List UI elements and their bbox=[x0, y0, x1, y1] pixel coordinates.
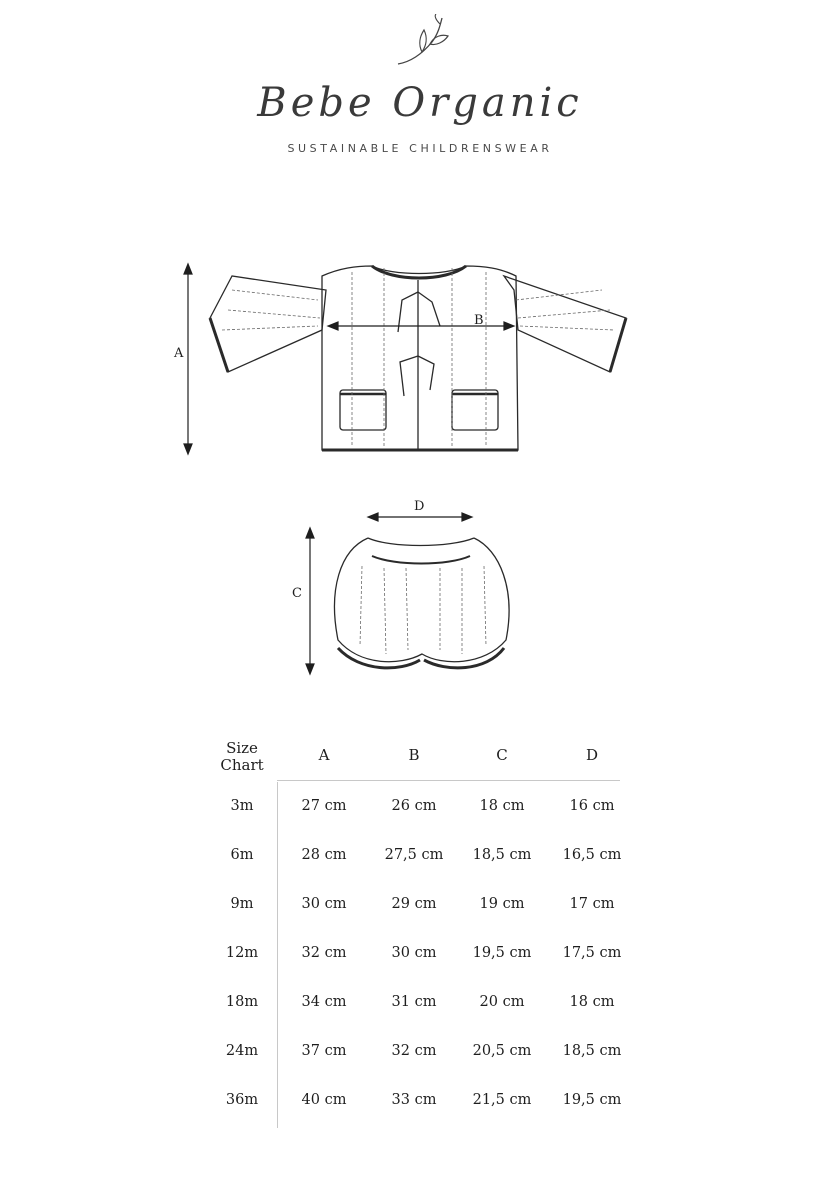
column-header-a: A bbox=[318, 746, 330, 764]
bloomers-dim-d-label: D bbox=[414, 499, 425, 514]
size-chart-corner-label bbox=[210, 740, 274, 774]
table-row bbox=[200, 945, 630, 975]
value-cell: 32 cm bbox=[301, 945, 347, 961]
table-row bbox=[200, 798, 630, 828]
size-cell: 24m bbox=[225, 1043, 259, 1059]
value-cell: 20 cm bbox=[479, 994, 525, 1010]
size-chart-corner-line2: Chart bbox=[220, 756, 264, 774]
value-cell: 18,5 cm bbox=[472, 847, 532, 863]
value-cell: 31 cm bbox=[391, 994, 437, 1010]
value-cell: 18 cm bbox=[479, 798, 525, 814]
size-chart-table bbox=[200, 734, 630, 1134]
value-cell: 37 cm bbox=[301, 1043, 347, 1059]
value-cell: 16,5 cm bbox=[562, 847, 622, 863]
size-cell: 18m bbox=[225, 994, 259, 1010]
table-row bbox=[200, 896, 630, 926]
size-chart-corner-line1: Size bbox=[226, 739, 258, 757]
column-header-c: C bbox=[496, 746, 508, 764]
size-cell: 12m bbox=[225, 945, 259, 961]
value-cell: 17,5 cm bbox=[562, 945, 622, 961]
value-cell: 21,5 cm bbox=[472, 1092, 532, 1108]
size-cell: 6m bbox=[230, 847, 254, 863]
jacket-dim-a-label: A bbox=[174, 346, 184, 361]
size-cell: 3m bbox=[230, 798, 254, 814]
value-cell: 19,5 cm bbox=[472, 945, 532, 961]
value-cell: 20,5 cm bbox=[472, 1043, 532, 1059]
table-row bbox=[200, 847, 630, 877]
jacket-dim-b-label: B bbox=[474, 313, 484, 328]
value-cell: 19 cm bbox=[479, 896, 525, 912]
value-cell: 27,5 cm bbox=[384, 847, 444, 863]
column-header-b: B bbox=[408, 746, 420, 764]
value-cell: 34 cm bbox=[301, 994, 347, 1010]
value-cell: 26 cm bbox=[391, 798, 437, 814]
size-cell: 9m bbox=[230, 896, 254, 912]
brand-name: Bebe Organic bbox=[257, 80, 583, 126]
column-header-d: D bbox=[585, 746, 599, 764]
value-cell: 28 cm bbox=[301, 847, 347, 863]
value-cell: 16 cm bbox=[569, 798, 615, 814]
table-divider-horizontal bbox=[277, 780, 620, 781]
value-cell: 27 cm bbox=[301, 798, 347, 814]
value-cell: 33 cm bbox=[391, 1092, 437, 1108]
size-cell: 36m bbox=[225, 1092, 259, 1108]
value-cell: 30 cm bbox=[391, 945, 437, 961]
table-row bbox=[200, 994, 630, 1024]
value-cell: 40 cm bbox=[301, 1092, 347, 1108]
value-cell: 30 cm bbox=[301, 896, 347, 912]
brand-tagline: SUSTAINABLE CHILDRENSWEAR bbox=[287, 142, 553, 155]
value-cell: 18,5 cm bbox=[562, 1043, 622, 1059]
table-row bbox=[200, 1043, 630, 1073]
value-cell: 29 cm bbox=[391, 896, 437, 912]
table-row bbox=[200, 1092, 630, 1122]
bloomers-dim-c-label: C bbox=[292, 586, 302, 601]
value-cell: 32 cm bbox=[391, 1043, 437, 1059]
value-cell: 17 cm bbox=[569, 896, 615, 912]
value-cell: 19,5 cm bbox=[562, 1092, 622, 1108]
value-cell: 18 cm bbox=[569, 994, 615, 1010]
